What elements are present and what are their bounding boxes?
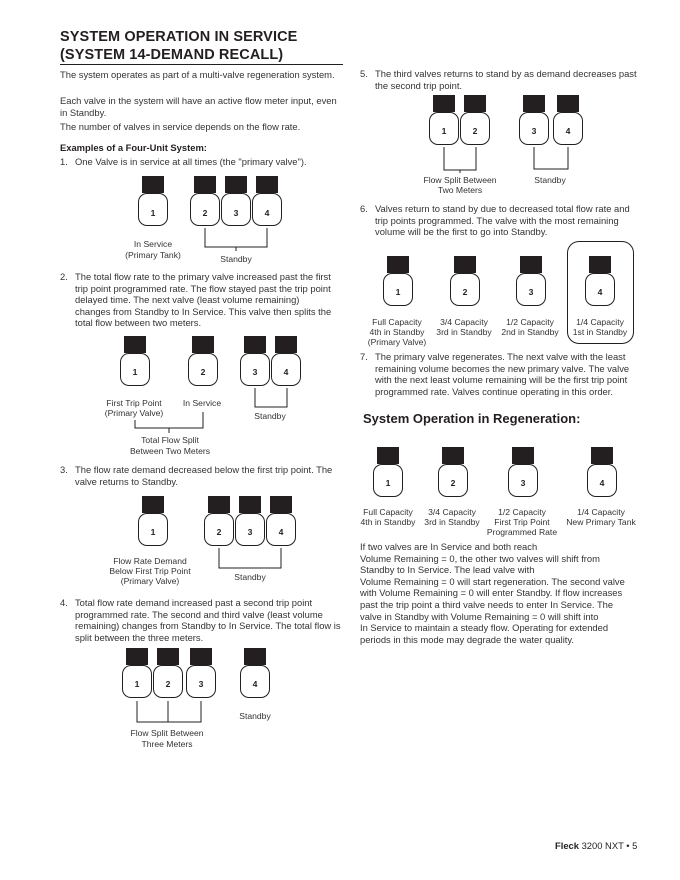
regen-line-6: past the trip point a third valve needs to enter In Service. The xyxy=(360,599,614,610)
step-text: One Valve is in service at all times (the "primary valve"). xyxy=(75,156,307,167)
tank-1: 1 xyxy=(383,256,413,306)
intro-paragraph-3: The number of valves in service depends on the flow rate. xyxy=(60,121,301,132)
caption-2nd-in-standby: 2nd in Standby xyxy=(501,327,559,337)
step-text: Total flow rate demand increased past a second trip point programmed rate. The second and third valve (least volume remaining) changes from Standby to In Service. The total flow is split between the three meters. xyxy=(75,597,341,643)
caption-primary-valve: (Primary Valve) xyxy=(104,408,164,418)
footer-brand: Fleck xyxy=(555,840,579,851)
caption-standby: Standby xyxy=(254,411,286,421)
caption-3rd-in-standby: 3rd in Standby xyxy=(436,327,492,337)
tank-2: 2 xyxy=(188,336,218,386)
regen-line-4: Volume Remaining = 0 will start regeneration. The second valve xyxy=(360,575,625,587)
tank-4: 4 xyxy=(587,447,617,497)
caption-flow-split-between: Flow Split Between xyxy=(130,728,204,738)
tank-2: 2 xyxy=(204,496,234,546)
step-number: 2. xyxy=(60,271,68,282)
tank-1: 1 xyxy=(122,648,152,698)
caption-three-quarter-capacity: 3/4 Capacity xyxy=(440,317,488,327)
caption-4th-in-standby: 4th in Standby xyxy=(360,517,416,527)
step-text: The primary valve regenerates. The next valve with the least remaining volume becomes the new primary valve. The valve with the next least volume remaining will be the first trip point programmed rate. Valves continue operating in this order. xyxy=(375,351,630,397)
regen-line-2: Volume Remaining = 0, the other two valves will shift from xyxy=(360,552,600,564)
tank-4: 4 xyxy=(585,256,615,306)
caption-half-capacity: 1/2 Capacity xyxy=(498,507,546,517)
tank-2: 2 xyxy=(438,447,468,497)
footer-page-number: 5 xyxy=(632,840,638,851)
caption-programmed-rate: Programmed Rate xyxy=(486,527,558,537)
bracket-standby-d2 xyxy=(255,388,287,407)
footer-separator: • xyxy=(626,840,630,851)
bracket-flow-split-two xyxy=(444,147,476,173)
tank-1: 1 xyxy=(120,336,150,386)
tank-3: 3 xyxy=(235,496,265,546)
caption-below-first-trip: Below First Trip Point xyxy=(109,566,191,576)
page-footer xyxy=(555,840,637,851)
examples-heading: Examples of a Four-Unit System: xyxy=(60,142,207,153)
tank-4: 4 xyxy=(271,336,301,386)
caption-standby: Standby xyxy=(220,254,252,264)
caption-standby: Standby xyxy=(239,711,271,721)
bracket-flow-split-three xyxy=(137,701,201,722)
step-number: 6. xyxy=(360,203,368,214)
caption-in-service: In Service xyxy=(133,239,173,249)
step-text: Valves return to stand by due to decreased total flow rate and trip points programmed. The valve with the most remaining volume will be the first to go into Standby. xyxy=(375,203,630,238)
caption-first-trip-point: First Trip Point xyxy=(106,398,162,408)
caption-total-flow-split: Total Flow Split xyxy=(141,435,199,445)
caption-flow-split-between: Flow Split Between xyxy=(423,175,497,185)
tank-3: 3 xyxy=(516,256,546,306)
caption-3rd-in-standby: 3rd in Standby xyxy=(424,517,480,527)
regen-line-9: periods in this mode may degrade the water quality. xyxy=(360,633,575,645)
step-text: The total flow rate to the primary valve increased past the first trip point programmed rate. The flow stayed past the trip point delayed time. The next valve (least volume remaining) changes from Standby to In Service. This valve then splits the total flow between two meters. xyxy=(75,271,332,329)
tank-4: 4 xyxy=(266,496,296,546)
regeneration-heading: System Operation in Regeneration: xyxy=(363,411,581,426)
caption-4th-in-standby: 4th in Standby xyxy=(369,327,425,337)
caption-flow-rate-demand: Flow Rate Demand xyxy=(113,556,187,566)
tank-3: 3 xyxy=(519,95,549,145)
bracket-standby-d3 xyxy=(219,548,281,568)
caption-new-primary-tank: New Primary Tank xyxy=(566,517,636,527)
regen-line-5: with Volume Remaining = 0 will enter Standby. If flow increases xyxy=(360,587,623,599)
step-number: 1. xyxy=(60,156,68,167)
caption-two-meters: Two Meters xyxy=(437,185,483,195)
regen-line-3: Standby to In Service. The lead valve with xyxy=(360,564,535,576)
caption-between-two-meters: Between Two Meters xyxy=(129,446,211,456)
tank-2: 2 xyxy=(460,95,490,145)
step-text: The flow rate demand decreased below the first trip point. The valve returns to Standby. xyxy=(75,464,333,487)
step-text: The third valves returns to stand by as demand decreases past the second trip point. xyxy=(375,68,637,91)
regen-line-7: valve in Standby with Volume Remaining = 0 will shift into xyxy=(360,610,599,622)
tank-4: 4 xyxy=(252,176,282,226)
tank-1: 1 xyxy=(429,95,459,145)
step-number: 5. xyxy=(360,68,368,79)
caption-primary-valve: (Primary Valve) xyxy=(367,337,427,347)
intro-paragraph-2: Each valve in the system will have an active flow meter input, even in Standby. xyxy=(60,95,337,118)
tank-4: 4 xyxy=(553,95,583,145)
caption-full-capacity: Full Capacity xyxy=(363,507,413,517)
bracket-total-flow-split xyxy=(135,412,203,433)
bracket-standby-d5 xyxy=(534,147,568,169)
step-number: 7. xyxy=(360,351,368,362)
tank-3: 3 xyxy=(221,176,251,226)
tank-2: 2 xyxy=(190,176,220,226)
caption-primary-tank: (Primary Tank) xyxy=(125,250,181,260)
caption-in-service: In Service xyxy=(182,398,222,408)
tank-2: 2 xyxy=(450,256,480,306)
page-title-line2: (SYSTEM 14-DEMAND RECALL) xyxy=(60,47,284,63)
caption-quarter-capacity: 1/4 Capacity xyxy=(576,317,624,327)
caption-primary-valve: (Primary Valve) xyxy=(120,576,180,586)
tank-1: 1 xyxy=(373,447,403,497)
caption-half-capacity: 1/2 Capacity xyxy=(506,317,554,327)
tank-4: 4 xyxy=(240,648,270,698)
caption-1st-in-standby: 1st in Standby xyxy=(572,327,628,337)
tank-3: 3 xyxy=(508,447,538,497)
intro-paragraph-1: The system operates as part of a multi-valve regeneration system. xyxy=(60,69,335,80)
caption-first-trip-point: First Trip Point xyxy=(494,517,550,527)
caption-three-meters: Three Meters xyxy=(141,739,193,749)
bracket-standby-d1 xyxy=(205,228,267,251)
caption-standby: Standby xyxy=(534,175,566,185)
caption-standby: Standby xyxy=(234,572,266,582)
footer-model: 3200 NXT xyxy=(581,840,624,851)
tank-2: 2 xyxy=(153,648,183,698)
tank-3: 3 xyxy=(186,648,216,698)
caption-three-quarter-capacity: 3/4 Capacity xyxy=(428,507,476,517)
step-number: 3. xyxy=(60,464,68,475)
regen-line-8: In Service to maintain a steady flow. Operating for extended xyxy=(360,622,609,634)
regen-line-1: If two valves are In Service and both reach xyxy=(360,541,538,552)
tank-3: 3 xyxy=(240,336,270,386)
tank-1: 1 xyxy=(138,176,168,226)
step-number: 4. xyxy=(60,597,68,608)
caption-full-capacity: Full Capacity xyxy=(372,317,422,327)
caption-quarter-capacity: 1/4 Capacity xyxy=(577,507,625,517)
page-title-line1: SYSTEM OPERATION IN SERVICE xyxy=(60,29,298,45)
tank-1: 1 xyxy=(138,496,168,546)
